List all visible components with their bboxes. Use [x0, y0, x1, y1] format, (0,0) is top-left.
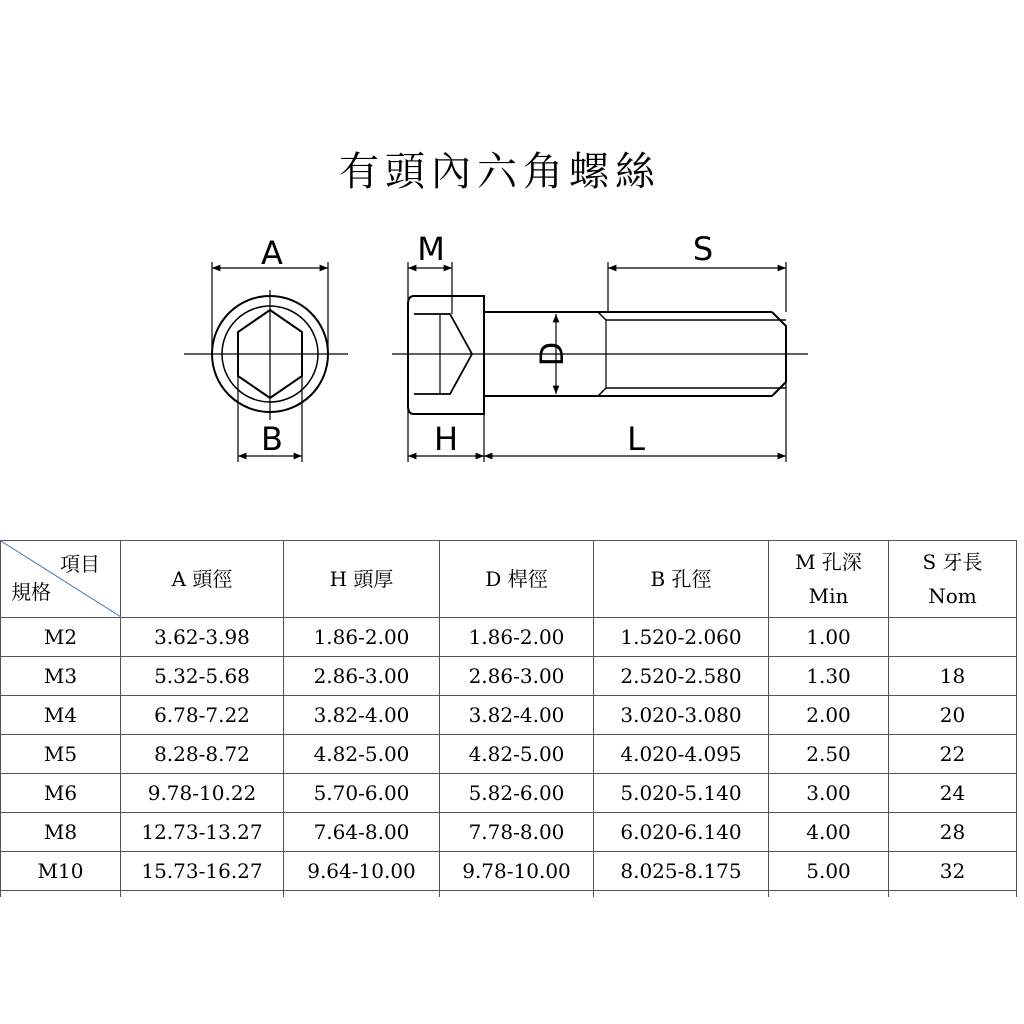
table-cell: 6.020-6.140 — [594, 813, 769, 852]
spec-size-cell: M3 — [1, 657, 121, 696]
table-cell: 9.64-10.00 — [284, 852, 440, 891]
table-cell: 5.32-5.68 — [121, 657, 284, 696]
table-cell: 7.64-8.00 — [284, 813, 440, 852]
dim-label-a: A — [261, 234, 283, 272]
table-cell: 4.82-5.00 — [440, 735, 594, 774]
spec-size-cell: M8 — [1, 813, 121, 852]
dim-label-b: B — [261, 420, 283, 458]
header-socket-depth — [769, 541, 889, 618]
table-cell: 3.020-3.080 — [594, 696, 769, 735]
dim-label-s: S — [692, 230, 714, 268]
table-cell: 24 — [889, 774, 1017, 813]
table-cell: 1.86-2.00 — [284, 618, 440, 657]
table-cell: 5.70-6.00 — [284, 774, 440, 813]
table-cell-empty — [440, 891, 594, 898]
spec-size-cell: M2 — [1, 618, 121, 657]
spec-size-cell: M4 — [1, 696, 121, 735]
spec-size-cell: M10 — [1, 852, 121, 891]
dim-label-h: H — [433, 420, 459, 458]
header-label: D 桿徑 — [485, 567, 548, 591]
table-cell: 1.30 — [769, 657, 889, 696]
table-cell: 2.86-3.00 — [284, 657, 440, 696]
table-cell: 4.020-4.095 — [594, 735, 769, 774]
table-row — [1, 657, 1017, 696]
table-cell: 4.82-5.00 — [284, 735, 440, 774]
table-cell: 4.00 — [769, 813, 889, 852]
table-cell-empty — [121, 891, 284, 898]
table-cell: 12.73-13.27 — [121, 813, 284, 852]
header-head-height — [284, 541, 440, 618]
table-row — [1, 774, 1017, 813]
header-label: B 孔徑 — [650, 567, 712, 591]
screw-drawing — [0, 0, 1024, 500]
table-row — [1, 735, 1017, 774]
table-cell — [889, 618, 1017, 657]
header-label: S 牙長 — [922, 550, 983, 574]
table-cell: 2.50 — [769, 735, 889, 774]
header-label: M 孔深 — [795, 550, 862, 574]
table-cell: 2.00 — [769, 696, 889, 735]
table-cell: 7.78-8.00 — [440, 813, 594, 852]
table-cell: 3.00 — [769, 774, 889, 813]
corner-label-spec: 規格 — [11, 580, 51, 604]
table-cell: 2.520-2.580 — [594, 657, 769, 696]
table-cell-empty — [284, 891, 440, 898]
table-cell: 5.82-6.00 — [440, 774, 594, 813]
table-cell: 1.520-2.060 — [594, 618, 769, 657]
table-cell: 6.78-7.22 — [121, 696, 284, 735]
header-thread-length — [889, 541, 1017, 618]
table-row — [1, 618, 1017, 657]
corner-label-item: 項目 — [60, 552, 100, 576]
table-cell: 1.86-2.00 — [440, 618, 594, 657]
spec-size-cell: M5 — [1, 735, 121, 774]
header-corner-cell — [1, 541, 121, 618]
page-title: 有頭內六角螺絲 — [339, 149, 661, 195]
header-sublabel: Nom — [928, 584, 977, 608]
table-cell-empty — [1, 891, 121, 898]
table-cell: 9.78-10.00 — [440, 852, 594, 891]
table-row — [1, 696, 1017, 735]
table-cell: 8.025-8.175 — [594, 852, 769, 891]
spec-size-cell: M6 — [1, 774, 121, 813]
header-head-diameter — [121, 541, 284, 618]
dim-label-m: M — [417, 230, 445, 268]
table-cell: 5.00 — [769, 852, 889, 891]
table-cell-empty — [769, 891, 889, 898]
table-cell: 1.00 — [769, 618, 889, 657]
table-cell: 28 — [889, 813, 1017, 852]
table-cell-empty — [594, 891, 769, 898]
header-sublabel: Min — [808, 584, 849, 608]
table-row-cut-off — [1, 891, 1017, 898]
table-row — [1, 852, 1017, 891]
table-cell-empty — [889, 891, 1017, 898]
header-label: H 頭厚 — [329, 567, 394, 591]
header-label: A 頭徑 — [171, 567, 233, 591]
table-cell: 22 — [889, 735, 1017, 774]
table-cell: 18 — [889, 657, 1017, 696]
dim-label-l: L — [627, 420, 645, 458]
table-cell: 15.73-16.27 — [121, 852, 284, 891]
header-hole-diameter — [594, 541, 769, 618]
table-cell: 9.78-10.22 — [121, 774, 284, 813]
table-cell: 3.62-3.98 — [121, 618, 284, 657]
dim-label-d: D — [533, 341, 571, 367]
table-cell: 2.86-3.00 — [440, 657, 594, 696]
table-cell: 5.020-5.140 — [594, 774, 769, 813]
spec-table — [0, 540, 1017, 897]
table-cell: 20 — [889, 696, 1017, 735]
table-row — [1, 813, 1017, 852]
table-cell: 3.82-4.00 — [440, 696, 594, 735]
table-cell: 3.82-4.00 — [284, 696, 440, 735]
table-cell: 32 — [889, 852, 1017, 891]
header-shank-diameter — [440, 541, 594, 618]
table-cell: 8.28-8.72 — [121, 735, 284, 774]
table-header-row — [1, 541, 1017, 618]
